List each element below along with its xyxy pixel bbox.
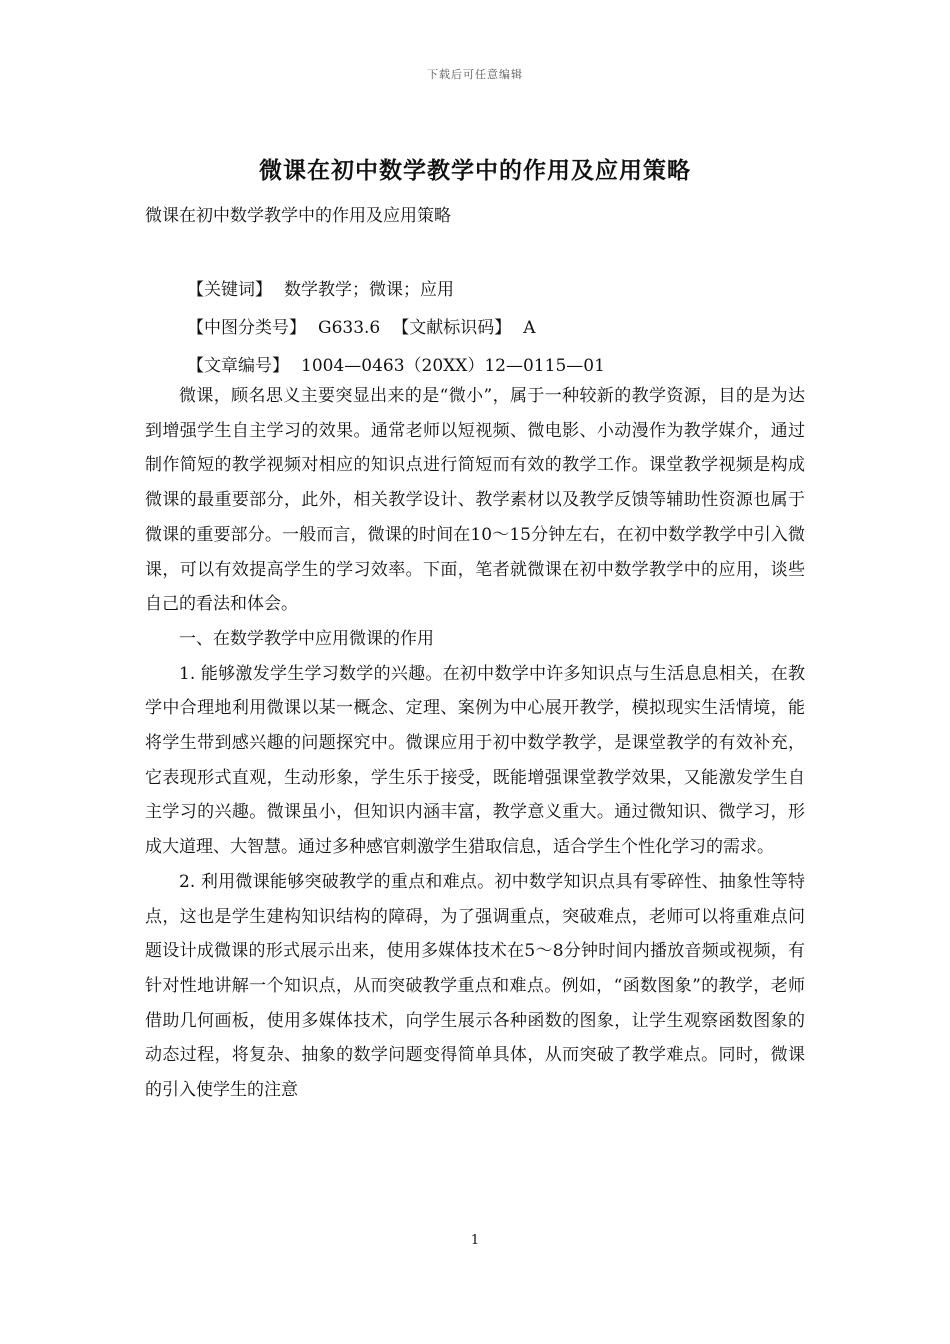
clc-value: G633.6	[318, 318, 381, 338]
article-body	[145, 379, 805, 1108]
header-note: 下载后可任意编辑	[427, 68, 523, 81]
body-paragraph: 微课，顾名思义主要突显出来的是“微小”，属于一种较新的教学资源，目的是为达到增强学生自主学习的效果。通常老师以短视频、微电影、小动漫作为教学媒介，通过制作简短的教学视频对相应的知识点进行简短而有效的教学工作。课堂教学视频是构成微课的最重要部分，此外，相关教学设计、教学素材以及教学反馈等辅助性资源也属于微课的重要部分。一般而言，微课的时间在10～15分钟左右，在初中数学教学中引入微课，可以有效提高学生的学习效率。下面，笔者就微课在初中数学教学中的应用，谈些自己的看法和体会。	[145, 386, 805, 615]
page-number: 1	[470, 1233, 480, 1248]
article-no-label: 【文章编号】	[187, 356, 289, 376]
clc-label: 【中图分类号】	[187, 318, 306, 338]
keywords-line	[187, 275, 454, 300]
document-subtitle: 微课在初中数学教学中的作用及应用策略	[145, 206, 451, 226]
body-paragraph: 1. 能够激发学生学习数学的兴趣。在初中数学中许多知识点与生活息息相关，在教学中合理地利用微课以某一概念、定理、案例为中心展开教学，模拟现实生活情境，能将学生带到感兴趣的问题探究中。微课应用于初中数学教学，是课堂教学的有效补充，它表现形式直观，生动形象，学生乐于接受，既能增强课堂教学效果，又能激发学生自主学习的兴趣。微课虽小，但知识内涵丰富，教学意义重大。通过微知识、微学习，形成大道理、大智慧。通过多种感官刺激学生猎取信息，适合学生个性化学习的需求。	[145, 663, 805, 858]
section-heading: 一、在数学教学中应用微课的作用	[179, 628, 434, 649]
doc-code-label: 【文献标识码】	[392, 318, 512, 338]
article-no-value: 1004—0463（20XX）12—0115—01	[301, 356, 605, 376]
document-title: 微课在初中数学教学中的作用及应用策略	[259, 157, 691, 184]
classification-line	[187, 313, 536, 338]
doc-code-value: A	[523, 318, 536, 338]
keywords-label: 【关键词】	[187, 280, 272, 300]
article-number-line	[187, 351, 605, 376]
body-paragraph: 2. 利用微课能够突破教学的重点和难点。初中数学知识点具有零碎性、抽象性等特点，这也是学生建构知识结构的障碍，为了强调重点，突破难点，老师可以将重难点问题设计成微课的形式展示出来，使用多媒体技术在5～8分钟时间内播放音频或视频，有针对性地讲解一个知识点，从而突破教学重点和难点。例如，“函数图象”的教学，老师借助几何画板，使用多媒体技术，向学生展示各种函数的图象，让学生观察函数图象的动态过程，将复杂、抽象的数学问题变得简单具体，从而突破了教学难点。同时，微课的引入使学生的注意	[145, 871, 805, 1101]
keywords-value: 数学教学；微课；应用	[284, 280, 454, 300]
